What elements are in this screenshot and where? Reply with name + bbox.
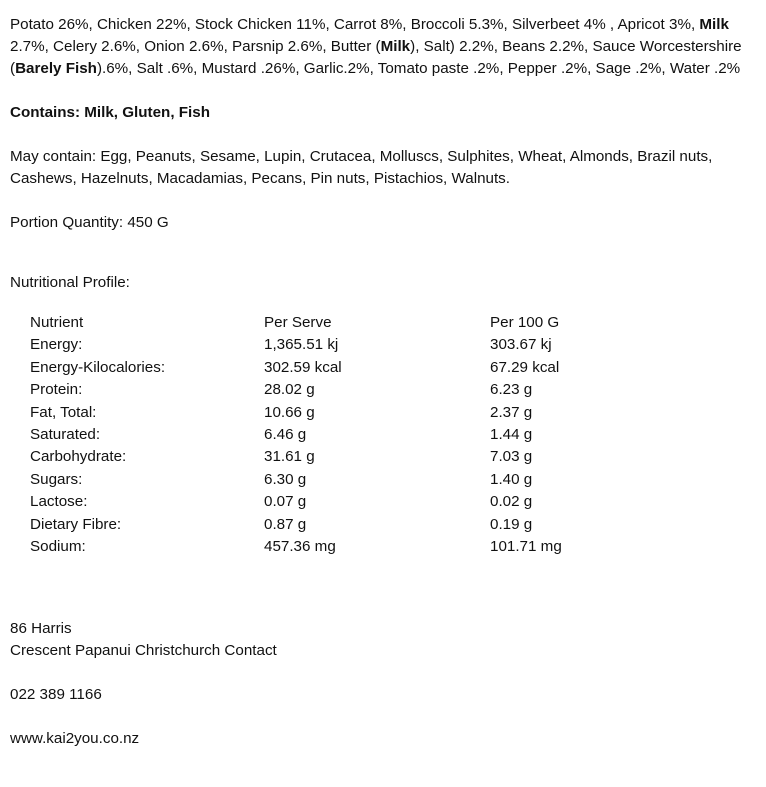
table-row [30, 424, 690, 446]
ingredients-paragraph [10, 14, 756, 80]
nutrient-name: Dietary Fibre: [30, 515, 122, 533]
spacer [10, 294, 756, 312]
per-serve-value: 0.07 g [264, 493, 307, 511]
nutrient-name: Fat, Total: [30, 403, 97, 421]
nutrient-name: Protein: [30, 381, 83, 399]
per-serve-value: 10.66 g [264, 403, 315, 421]
ingredient-text-6: ).6%, Salt .6%, Mustard .26%, Garlic.2%, Tomato paste .2%, Pepper .2%, Sage .2%, Water .2% [96, 60, 741, 77]
nutrient-name: Energy: [30, 336, 83, 354]
ingredient-text-0: Potato 26%, Chicken 22%, Stock Chicken 11%, Carrot 8%, Broccoli 5.3%, Silverbeet 4% , Apricot 3%, [10, 16, 700, 33]
nutrient-name: Sodium: [30, 538, 86, 556]
contains-label: Contains: [10, 104, 81, 121]
per-serve-value: 6.30 g [264, 470, 307, 488]
table-row [30, 334, 690, 356]
nutrient-name: Saturated: [30, 426, 101, 444]
portion-quantity: Portion Quantity: 450 G [10, 214, 169, 231]
footer-address-line-1: 86 Harris [10, 620, 72, 638]
per-serve-value: 1,365.51 kj [264, 336, 339, 354]
ingredient-text-4: ), Salt) 2.2%, Beans 2.2%, Sauce Worcestershire ( [10, 38, 742, 77]
per-100g-value: 6.23 g [490, 381, 533, 399]
per-serve-value: 6.46 g [264, 426, 307, 444]
nutrition-table-body [30, 334, 690, 558]
table-row [30, 357, 690, 379]
nutrient-name: Energy-Kilocalories: [30, 358, 166, 376]
footer-phone: 022 389 1166 [10, 686, 102, 704]
column-header-per-serve: Per Serve [264, 314, 332, 331]
contains-paragraph [10, 102, 756, 124]
per-100g-value: 7.03 g [490, 448, 533, 466]
per-serve-value: 28.02 g [264, 381, 315, 399]
spacer [10, 80, 756, 102]
ingredient-allergen-1: Milk [699, 16, 729, 33]
table-row [30, 402, 690, 424]
table-row [30, 491, 690, 513]
table-row [30, 514, 690, 536]
per-100g-value: 303.67 kj [490, 336, 552, 354]
table-row [30, 536, 690, 558]
nutrition-table [30, 312, 690, 558]
per-100g-value: 2.37 g [490, 403, 533, 421]
spacer [10, 234, 756, 272]
column-header-nutrient: Nutrient [30, 314, 84, 331]
table-row [30, 446, 690, 468]
spacer [10, 706, 756, 728]
ingredient-allergen-5: Barely Fish [15, 60, 97, 77]
spacer [10, 596, 756, 618]
table-row [30, 469, 690, 491]
spacer [10, 124, 756, 146]
nutrient-name: Carbohydrate: [30, 448, 127, 466]
per-serve-value: 31.61 g [264, 448, 315, 466]
footer-address-line-2: Crescent Papanui Christchurch Contact [10, 642, 277, 660]
spacer [10, 190, 756, 212]
nutrient-name: Sugars: [30, 470, 83, 488]
table-row [30, 379, 690, 401]
ingredient-text-2: 2.7%, Celery 2.6%, Onion 2.6%, Parsnip 2.6%, Butter ( [10, 38, 381, 55]
nutritional-profile-heading: Nutritional Profile: [10, 274, 130, 291]
spacer [10, 558, 756, 596]
per-100g-value: 0.02 g [490, 493, 533, 511]
footer-website: www.kai2you.co.nz [10, 730, 140, 748]
may-contain-paragraph: May contain: Egg, Peanuts, Sesame, Lupin, Crutacea, Molluscs, Sulphites, Wheat, Almonds, Brazil nuts, Cashews, Hazelnuts, Macadamias, Pecans, Pin nuts, Pistachios, Walnuts. [10, 148, 713, 187]
spacer [10, 662, 756, 684]
contains-value: Milk, Gluten, Fish [80, 104, 210, 121]
column-header-per-100g: Per 100 G [490, 314, 560, 331]
ingredient-allergen-3: Milk [380, 38, 411, 55]
per-serve-value: 302.59 kcal [264, 358, 342, 376]
per-100g-value: 67.29 kcal [490, 358, 560, 376]
per-100g-value: 101.71 mg [490, 538, 562, 556]
per-100g-value: 1.44 g [490, 426, 533, 444]
per-100g-value: 1.40 g [490, 470, 533, 488]
per-serve-value: 0.87 g [264, 515, 307, 533]
table-header-row [30, 312, 690, 334]
nutrient-name: Lactose: [30, 493, 88, 511]
per-100g-value: 0.19 g [490, 515, 533, 533]
per-serve-value: 457.36 mg [264, 538, 336, 556]
